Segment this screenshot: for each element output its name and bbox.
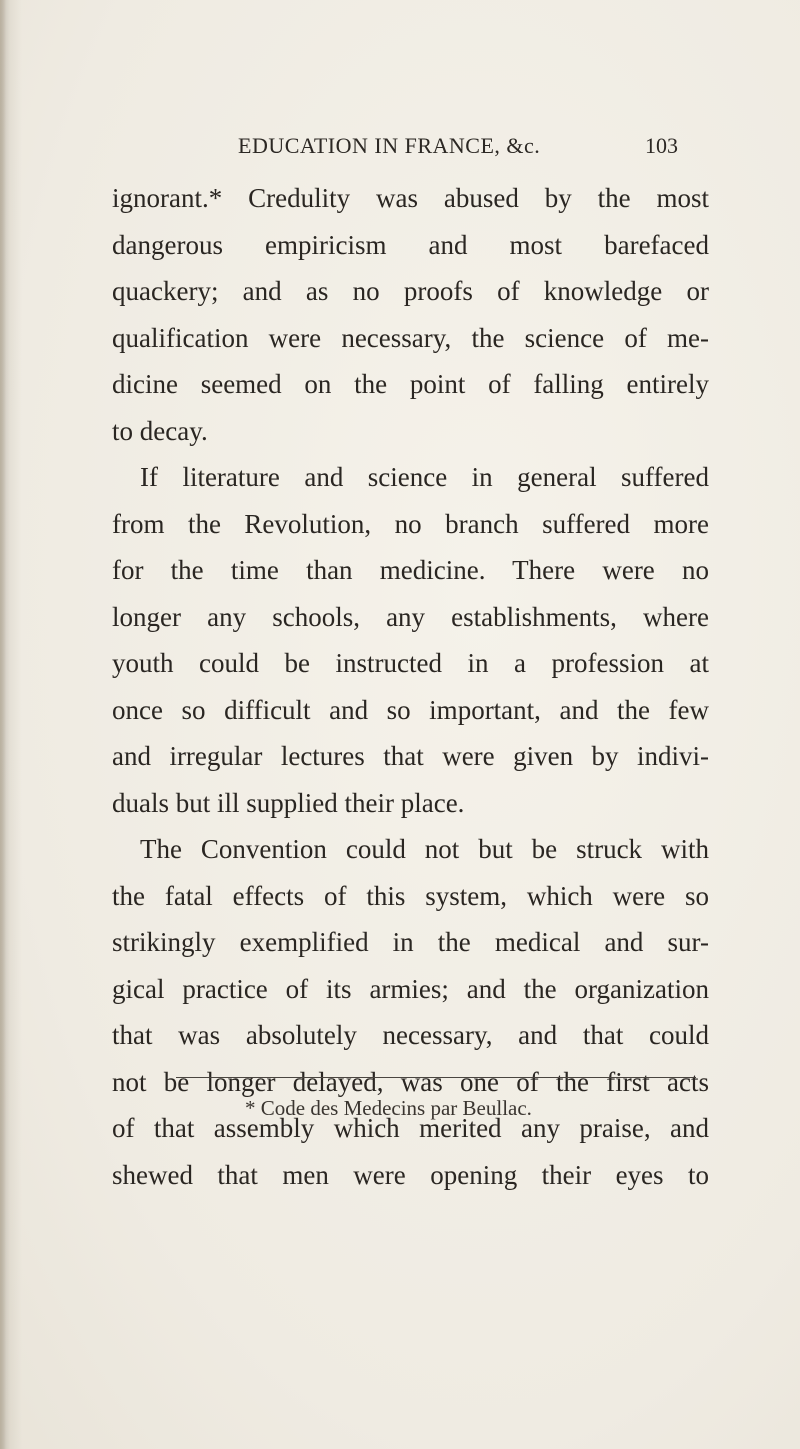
running-head (0, 133, 800, 163)
footnote-rule (176, 1077, 696, 1078)
text-line: gical practice of its armies; and the organization (112, 973, 709, 1004)
text-line: strikingly exemplified in the medical and sur- (112, 927, 709, 957)
text-line: that was absolutely necessary, and that could (112, 1020, 709, 1050)
text-line: qualification were necessary, the science of me- (112, 322, 709, 353)
running-title: EDUCATION IN FRANCE, &c. (238, 133, 541, 158)
text-line: the fatal effects of this system, which were so (112, 880, 709, 911)
text-line: longer any schools, any establishments, where (112, 601, 709, 632)
text-line: once so difficult and so important, and the few (112, 694, 709, 725)
footnote: * Code des Medecins par Beullac. (245, 1096, 532, 1120)
text-line: ignorant.* Credulity was abused by the most (112, 183, 709, 213)
page-number: 103 (645, 133, 678, 158)
text-line: The Convention could not but be struck with (140, 834, 709, 864)
text-line: for the time than medicine. There were no (112, 555, 709, 585)
text-line: duals but ill supplied their place. (112, 787, 465, 818)
text-line: dicine seemed on the point of falling entirely (112, 369, 709, 399)
binding-shadow (0, 0, 6, 1449)
text-line: to decay. (112, 415, 208, 446)
text-line: of that assembly which merited any praise, and (112, 1113, 709, 1143)
body-text (112, 175, 709, 1198)
text-line: and irregular lectures that were given by indivi- (112, 741, 709, 771)
text-line: youth could be instructed in a profession at (112, 648, 709, 678)
text-line: quackery; and as no proofs of knowledge or (112, 276, 709, 306)
text-line: If literature and science in general suffered (140, 462, 709, 492)
text-line: dangerous empiricism and most barefaced (112, 229, 709, 260)
text-line: not be longer delayed, was one of the first acts (112, 1066, 709, 1097)
text-line: shewed that men were opening their eyes to (112, 1159, 709, 1190)
text-line: from the Revolution, no branch suffered more (112, 508, 709, 539)
